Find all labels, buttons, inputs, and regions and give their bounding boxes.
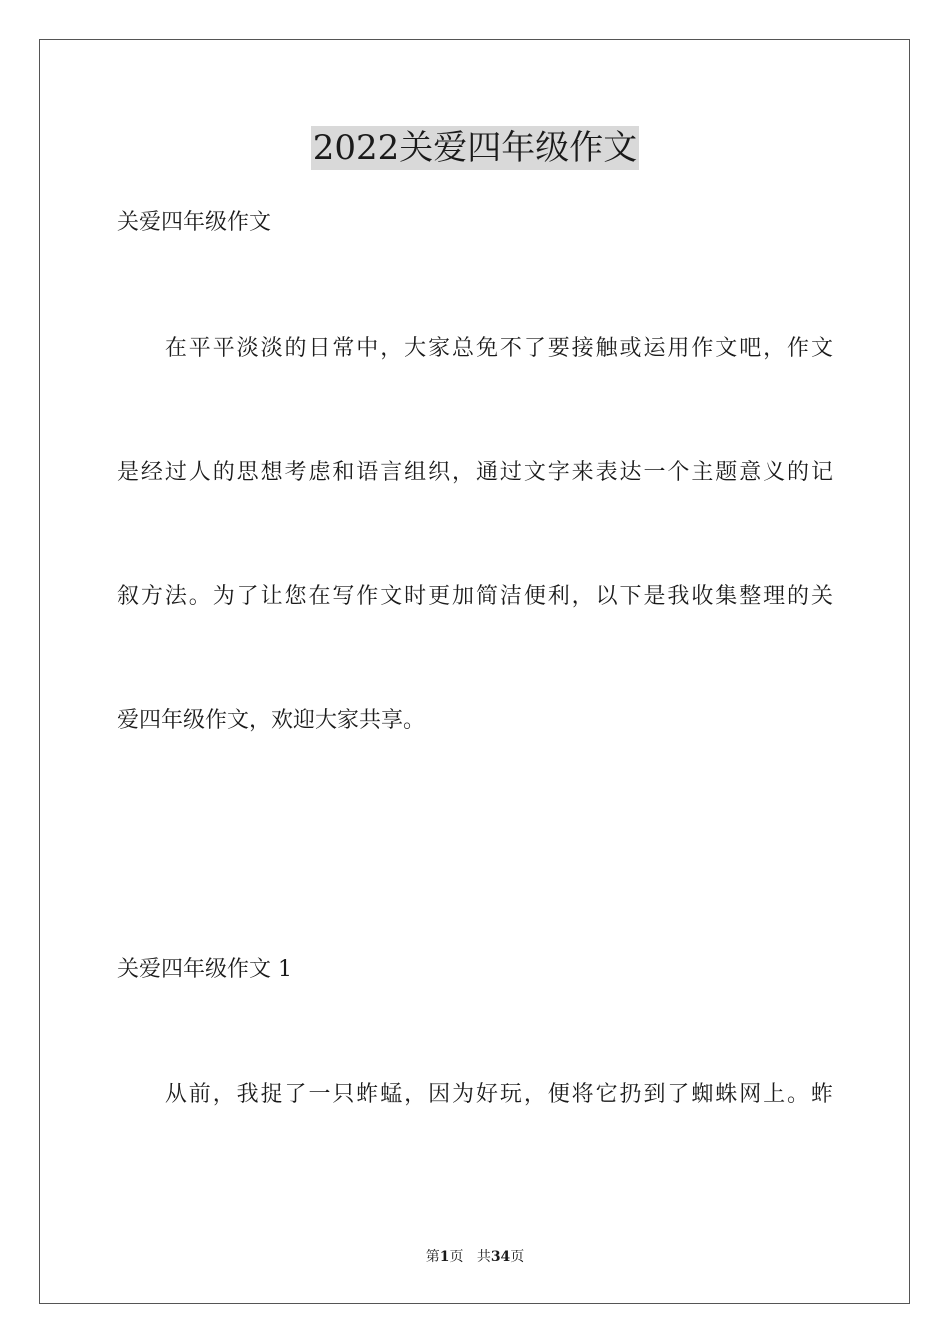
intro-line-2: 是经过人的思想考虑和语言组织，通过文字来表达一个主题意义的记	[117, 460, 833, 485]
intro-line-4: 爱四年级作文，欢迎大家共享。	[117, 708, 426, 733]
intro-line-1: 在平平淡淡的日常中，大家总免不了要接触或运用作文吧，作文	[117, 336, 833, 361]
intro-line-3: 叙方法。为了让您在写作文时更加简洁便利，以下是我收集整理的关	[117, 584, 833, 609]
footer-page-prefix: 第	[425, 1249, 440, 1265]
footer-total-suffix: 页	[510, 1249, 525, 1265]
title-container	[0, 126, 950, 170]
footer-page-suffix: 页	[449, 1249, 464, 1265]
footer-total-pages: 34	[490, 1249, 511, 1265]
page-footer	[0, 1247, 950, 1267]
document-subtitle: 关爱四年级作文	[117, 210, 272, 235]
footer-page-number: 1	[439, 1249, 450, 1265]
footer-total-prefix: 共	[476, 1249, 491, 1265]
document-title: 2022关爱四年级作文	[312, 128, 638, 168]
section-heading: 关爱四年级作文 1	[117, 957, 292, 982]
section-line-1: 从前，我捉了一只蚱蜢，因为好玩，便将它扔到了蜘蛛网上。蚱	[117, 1082, 833, 1107]
